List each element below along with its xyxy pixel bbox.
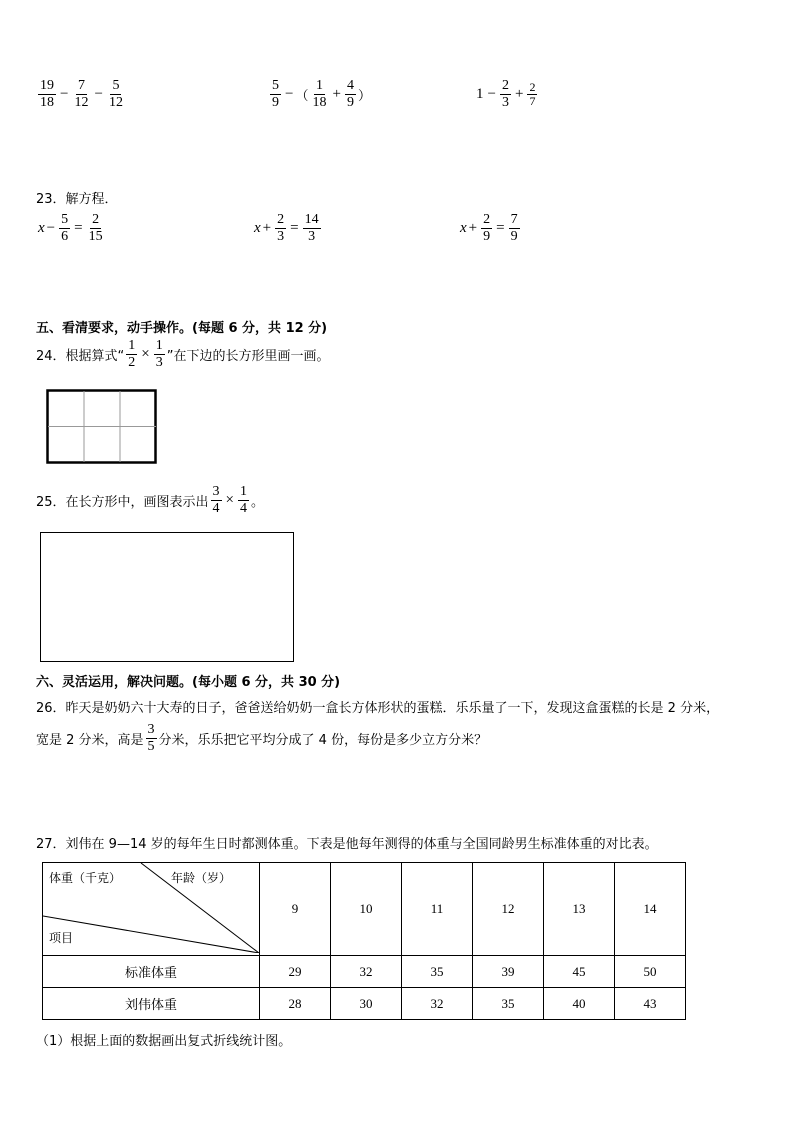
question-24: 24．根据算式“ $\frac{1}{2}$ × $\frac{1}{3}$ ”在下边的长方形里画一画。: [36, 338, 330, 370]
grid-rectangle-q24[interactable]: [46, 389, 158, 464]
age-header: 10: [331, 863, 402, 956]
fraction: $\frac{1}{18}$: [312, 78, 327, 110]
table-header-row: [43, 863, 686, 956]
fraction: $\frac{5}{6}$: [61, 212, 69, 244]
table-cell: 45: [544, 956, 615, 988]
table-cell: 43: [615, 988, 686, 1020]
question-26-line-1: 26．昨天是奶奶六十大寿的日子，爸爸送给奶奶一盒长方体形状的蛋糕．乐乐量了一下，发现这盒蛋糕的长是 2 分米，: [36, 701, 720, 716]
section-5-heading: 五、看清要求，动手操作。(每题 6 分，共 12 分): [36, 321, 328, 336]
table-cell: 29: [260, 956, 331, 988]
table-row: [43, 956, 686, 988]
fraction: $\frac{3}{4}$: [212, 484, 220, 516]
calc-expression-2: $\frac{5}{9}$ − （ $\frac{1}{18}$ + $\frac{4}{9}$ ）: [272, 78, 371, 110]
age-header: 9: [260, 863, 331, 956]
table-cell: 32: [402, 988, 473, 1020]
table-cell: 28: [260, 988, 331, 1020]
table-cell: 35: [473, 988, 544, 1020]
section-6-heading: 六、灵活运用，解决问题。(每小题 6 分，共 30 分): [36, 675, 341, 690]
age-header: 13: [544, 863, 615, 956]
fraction: $\frac{2}{15}$: [88, 212, 103, 244]
calc-expression-1: $\frac{19}{18}$ − $\frac{7}{12}$ − $\frac{5}{12}$: [40, 78, 123, 110]
fraction: $\frac{1}{3}$: [155, 338, 163, 370]
fraction: $\frac{14}{3}$: [304, 212, 319, 244]
fraction: $\frac{2}{3}$: [501, 78, 509, 110]
table-corner-cell: [43, 863, 260, 956]
fraction: $\frac{2}{3}$: [277, 212, 285, 244]
fraction: $\frac{5}{9}$: [272, 78, 279, 110]
equation-1: x − $\frac{5}{6}$ = $\frac{2}{15}$: [38, 212, 103, 244]
calc-expression-3: 1 − $\frac{2}{3}$ + $\frac{2}{7}$: [476, 78, 536, 110]
table-cell: 30: [331, 988, 402, 1020]
fraction: $\frac{5}{12}$: [108, 78, 123, 110]
table-cell: 32: [331, 956, 402, 988]
corner-item-label: 项目: [49, 931, 74, 945]
age-header: 12: [473, 863, 544, 956]
fraction: $\frac{1}{2}$: [128, 338, 136, 370]
question-27-sub-1: （1）根据上面的数据画出复式折线统计图。: [36, 1034, 292, 1049]
question-23-title: 23．解方程．: [36, 192, 118, 207]
fraction: $\frac{2}{9}$: [483, 212, 491, 244]
equation-2: x + $\frac{2}{3}$ = $\frac{14}{3}$: [254, 212, 319, 244]
table-row: [43, 988, 686, 1020]
table-cell: 35: [402, 956, 473, 988]
fraction: $\frac{19}{18}$: [40, 78, 54, 110]
weight-comparison-table: [42, 862, 686, 1020]
corner-weight-label: 体重（千克）: [49, 871, 122, 885]
question-25: 25．在长方形中，画图表示出 $\frac{3}{4}$ × $\frac{1}{4}$ 。: [36, 484, 265, 516]
fraction: $\frac{1}{4}$: [240, 484, 248, 516]
fraction: $\frac{7}{9}$: [510, 212, 518, 244]
drawing-rectangle-q25[interactable]: [40, 532, 294, 662]
equation-3: x + $\frac{2}{9}$ = $\frac{7}{9}$: [460, 212, 518, 244]
fraction: $\frac{2}{7}$: [529, 80, 536, 108]
table-cell: 39: [473, 956, 544, 988]
age-header: 14: [615, 863, 686, 956]
row-label: 标准体重: [43, 956, 260, 988]
fraction: $\frac{3}{5}$: [147, 722, 155, 754]
question-26-line-2: 宽是 2 分米，高是 $\frac{3}{5}$ 分米，乐乐把它平均分成了 4 份，每份是多少立方分米？: [36, 722, 488, 754]
fraction: $\frac{7}{12}$: [74, 78, 89, 110]
table-cell: 40: [544, 988, 615, 1020]
row-label: 刘伟体重: [43, 988, 260, 1020]
corner-age-label: 年龄（岁）: [171, 871, 232, 885]
fraction: $\frac{4}{9}$: [346, 78, 354, 110]
age-header: 11: [402, 863, 473, 956]
question-27-text: 27．刘伟在 9—14 岁的每年生日时都测体重。下表是他每年测得的体重与全国同龄男生标准体重的对比表。: [36, 837, 658, 852]
table-cell: 50: [615, 956, 686, 988]
